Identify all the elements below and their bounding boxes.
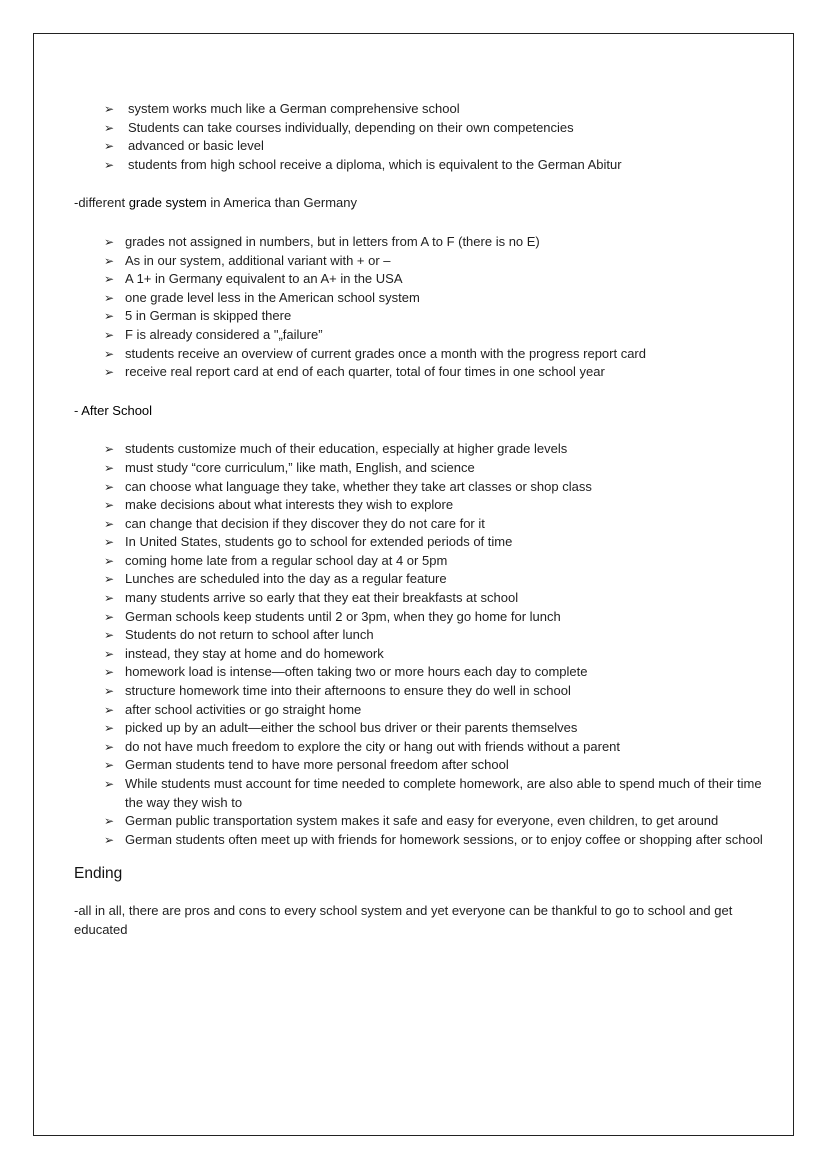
list-item: ➢ Students do not return to school after lunch	[74, 626, 764, 645]
arrow-bullet-icon: ➢	[104, 253, 115, 268]
arrow-bullet-icon: ➢	[104, 479, 115, 494]
list-item: ➢ German public transportation system makes it safe and easy for everyone, even children, to get around	[74, 812, 764, 831]
arrow-bullet-icon: ➢	[104, 460, 115, 475]
list-item: ➢ German students often meet up with friends for homework sessions, or to enjoy coffee or shopping after school	[74, 831, 764, 850]
after-school-list-freedom	[74, 756, 764, 849]
list-item: ➢ Lunches are scheduled into the day as a regular feature	[74, 570, 764, 589]
arrow-bullet-icon: ➢	[104, 272, 115, 287]
arrow-bullet-icon: ➢	[104, 665, 115, 680]
list-item: ➢ grades not assigned in numbers, but in letters from A to F (there is no E)	[74, 233, 764, 252]
list-item: ➢ A 1+ in Germany equivalent to an A+ in the USA	[74, 270, 764, 289]
list-item: ➢ students from high school receive a diploma, which is equivalent to the German Abitur	[74, 156, 764, 175]
list-item: ➢ While students must account for time needed to complete homework, are also able to spend much of their time the way they wish to	[104, 776, 762, 810]
arrow-bullet-icon: ➢	[104, 777, 115, 791]
list-item: ➢ German schools keep students until 2 or 3pm, when they go home for lunch	[74, 608, 764, 627]
list-item: ➢ one grade level less in the American school system	[74, 289, 764, 308]
arrow-bullet-icon: ➢	[104, 498, 115, 513]
arrow-bullet-icon: ➢	[104, 609, 115, 624]
arrow-bullet-icon: ➢	[104, 290, 115, 305]
ending-paragraph: -all in all, there are pros and cons to every school system and yet everyone can be thankful to go to school and get educated	[74, 902, 733, 937]
arrow-bullet-icon: ➢	[104, 516, 115, 531]
list-item: ➢ In United States, students go to school for extended periods of time	[74, 533, 764, 552]
arrow-bullet-icon: ➢	[104, 572, 115, 587]
list-item: ➢ German students tend to have more personal freedom after school	[74, 756, 764, 775]
list-item: ➢ instead, they stay at home and do homework	[74, 645, 764, 664]
list-item: ➢ advanced or basic level	[74, 137, 764, 156]
ending-heading: Ending	[74, 865, 123, 883]
arrow-bullet-icon: ➢	[104, 120, 115, 135]
list-item: ➢ students customize much of their education, especially at higher grade levels	[74, 440, 764, 459]
grade-system-heading: -different grade system in America than Germany	[74, 195, 358, 211]
arrow-bullet-icon: ➢	[104, 139, 115, 154]
list-item: ➢ can choose what language they take, whether they take art classes or shop class	[74, 478, 764, 497]
after-school-list-activities	[74, 701, 764, 757]
arrow-bullet-icon: ➢	[104, 684, 115, 699]
arrow-bullet-icon: ➢	[104, 553, 115, 568]
arrow-bullet-icon: ➢	[104, 234, 115, 249]
arrow-bullet-icon: ➢	[104, 442, 115, 457]
arrow-bullet-icon: ➢	[104, 591, 115, 606]
list-item: ➢ do not have much freedom to explore the city or hang out with friends without a parent	[74, 738, 764, 757]
arrow-bullet-icon: ➢	[104, 739, 115, 754]
arrow-bullet-icon: ➢	[104, 346, 115, 361]
after-school-list-us	[74, 440, 764, 607]
arrow-bullet-icon: ➢	[104, 702, 115, 717]
list-item: ➢ structure homework time into their afternoons to ensure they do well in school	[74, 682, 764, 701]
list-item: ➢ coming home late from a regular school day at 4 or 5pm	[74, 552, 764, 571]
document-body	[74, 100, 764, 939]
list-item: ➢ system works much like a German comprehensive school	[74, 100, 764, 119]
arrow-bullet-icon: ➢	[104, 327, 115, 342]
after-school-list-germany	[74, 608, 764, 701]
arrow-bullet-icon: ➢	[104, 814, 115, 829]
list-item: ➢ homework load is intense—often taking two or more hours each day to complete	[74, 663, 764, 682]
grade-list	[74, 233, 764, 382]
arrow-bullet-icon: ➢	[104, 628, 115, 643]
list-item: ➢ Students can take courses individually, depending on their own competencies	[74, 119, 764, 138]
list-item: ➢ many students arrive so early that they eat their breakfasts at school	[74, 589, 764, 608]
arrow-bullet-icon: ➢	[104, 832, 115, 847]
intro-list	[74, 100, 764, 174]
arrow-bullet-icon: ➢	[104, 102, 115, 116]
list-item: ➢ 5 in German is skipped there	[74, 307, 764, 326]
arrow-bullet-icon: ➢	[104, 721, 115, 736]
arrow-bullet-icon: ➢	[104, 758, 115, 773]
arrow-bullet-icon: ➢	[104, 157, 115, 172]
list-item: ➢ after school activities or go straight home	[74, 701, 764, 720]
arrow-bullet-icon: ➢	[104, 535, 115, 550]
list-item: ➢ F is already considered a "„failure”	[74, 326, 764, 345]
list-item: ➢ must study “core curriculum,” like math, English, and science	[74, 459, 764, 478]
list-item: ➢ students receive an overview of current grades once a month with the progress report card	[74, 345, 764, 364]
list-item: ➢ receive real report card at end of each quarter, total of four times in one school year	[74, 363, 764, 382]
after-school-heading: - After School	[74, 402, 153, 418]
list-item: ➢ make decisions about what interests they wish to explore	[74, 496, 764, 515]
arrow-bullet-icon: ➢	[104, 646, 115, 661]
arrow-bullet-icon: ➢	[104, 309, 115, 324]
list-item: ➢ As in our system, additional variant with + or –	[74, 252, 764, 271]
list-item: ➢ picked up by an adult—either the school bus driver or their parents themselves	[74, 719, 764, 738]
list-item: ➢ can change that decision if they discover they do not care for it	[74, 515, 764, 534]
arrow-bullet-icon: ➢	[104, 365, 115, 380]
